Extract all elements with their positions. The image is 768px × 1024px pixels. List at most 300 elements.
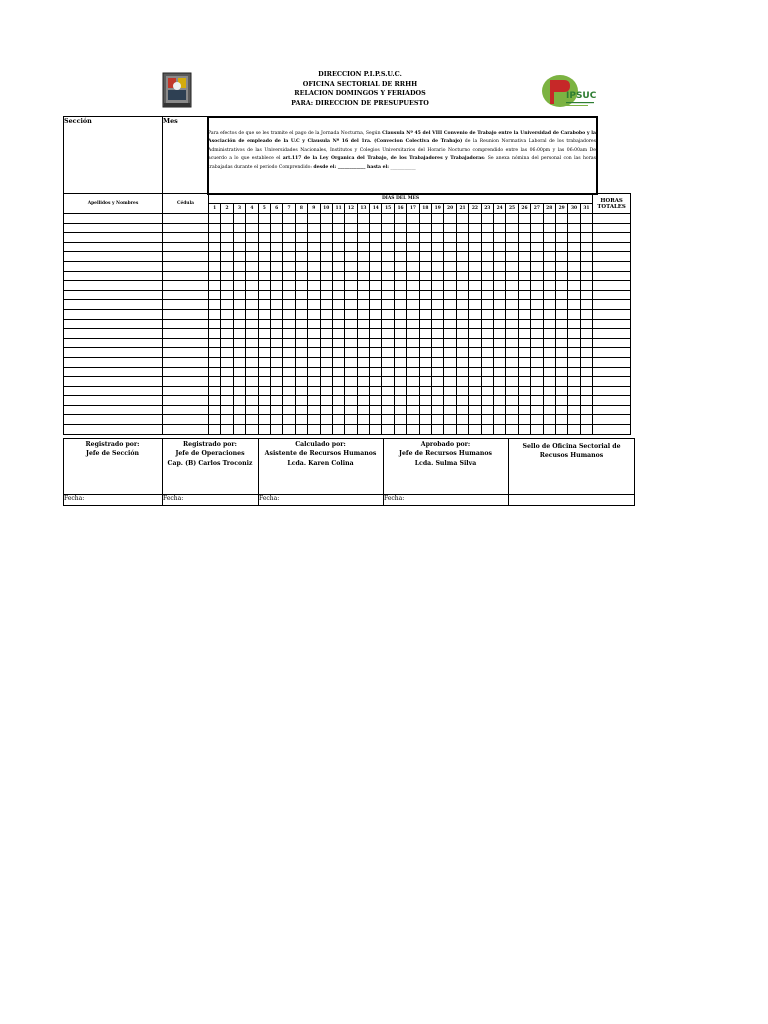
- day-hours-cell[interactable]: [493, 415, 505, 425]
- day-hours-cell[interactable]: [506, 319, 518, 329]
- day-hours-cell[interactable]: [209, 425, 221, 435]
- day-hours-cell[interactable]: [580, 309, 592, 319]
- day-hours-cell[interactable]: [493, 319, 505, 329]
- day-hours-cell[interactable]: [543, 214, 555, 224]
- day-hours-cell[interactable]: [357, 367, 369, 377]
- day-hours-cell[interactable]: [357, 233, 369, 243]
- day-hours-cell[interactable]: [332, 348, 344, 358]
- day-hours-cell[interactable]: [221, 348, 233, 358]
- day-hours-cell[interactable]: [209, 319, 221, 329]
- day-hours-cell[interactable]: [370, 233, 382, 243]
- day-hours-cell[interactable]: [209, 309, 221, 319]
- day-hours-cell[interactable]: [419, 281, 431, 291]
- day-hours-cell[interactable]: [320, 348, 332, 358]
- day-hours-cell[interactable]: [531, 223, 543, 233]
- name-cell[interactable]: [64, 271, 163, 281]
- day-hours-cell[interactable]: [370, 223, 382, 233]
- day-hours-cell[interactable]: [332, 425, 344, 435]
- day-hours-cell[interactable]: [283, 319, 295, 329]
- day-hours-cell[interactable]: [543, 415, 555, 425]
- day-hours-cell[interactable]: [382, 233, 394, 243]
- day-hours-cell[interactable]: [432, 377, 444, 387]
- day-hours-cell[interactable]: [555, 425, 567, 435]
- day-hours-cell[interactable]: [580, 396, 592, 406]
- day-hours-cell[interactable]: [308, 396, 320, 406]
- day-hours-cell[interactable]: [233, 425, 245, 435]
- day-hours-cell[interactable]: [270, 396, 282, 406]
- day-hours-cell[interactable]: [444, 300, 456, 310]
- day-hours-cell[interactable]: [432, 357, 444, 367]
- day-hours-cell[interactable]: [407, 396, 419, 406]
- day-hours-cell[interactable]: [444, 319, 456, 329]
- day-hours-cell[interactable]: [456, 271, 468, 281]
- day-hours-cell[interactable]: [580, 300, 592, 310]
- day-hours-cell[interactable]: [345, 415, 357, 425]
- day-hours-cell[interactable]: [419, 396, 431, 406]
- day-hours-cell[interactable]: [221, 377, 233, 387]
- day-hours-cell[interactable]: [456, 357, 468, 367]
- day-hours-cell[interactable]: [345, 348, 357, 358]
- cedula-cell[interactable]: [163, 300, 209, 310]
- day-hours-cell[interactable]: [233, 396, 245, 406]
- day-hours-cell[interactable]: [518, 252, 530, 262]
- total-hours-cell[interactable]: [593, 309, 631, 319]
- day-hours-cell[interactable]: [469, 367, 481, 377]
- day-hours-cell[interactable]: [394, 348, 406, 358]
- day-hours-cell[interactable]: [394, 319, 406, 329]
- day-hours-cell[interactable]: [357, 281, 369, 291]
- day-hours-cell[interactable]: [568, 261, 580, 271]
- day-hours-cell[interactable]: [370, 405, 382, 415]
- day-hours-cell[interactable]: [233, 377, 245, 387]
- day-hours-cell[interactable]: [295, 425, 307, 435]
- day-hours-cell[interactable]: [308, 252, 320, 262]
- day-hours-cell[interactable]: [518, 319, 530, 329]
- total-hours-cell[interactable]: [593, 281, 631, 291]
- day-hours-cell[interactable]: [258, 377, 270, 387]
- day-hours-cell[interactable]: [394, 377, 406, 387]
- day-hours-cell[interactable]: [518, 386, 530, 396]
- day-hours-cell[interactable]: [481, 242, 493, 252]
- day-hours-cell[interactable]: [308, 386, 320, 396]
- day-hours-cell[interactable]: [209, 252, 221, 262]
- day-hours-cell[interactable]: [258, 348, 270, 358]
- day-hours-cell[interactable]: [580, 348, 592, 358]
- cedula-cell[interactable]: [163, 233, 209, 243]
- day-hours-cell[interactable]: [209, 348, 221, 358]
- day-hours-cell[interactable]: [394, 329, 406, 339]
- total-hours-cell[interactable]: [593, 377, 631, 387]
- day-hours-cell[interactable]: [258, 233, 270, 243]
- day-hours-cell[interactable]: [432, 329, 444, 339]
- day-hours-cell[interactable]: [432, 242, 444, 252]
- day-hours-cell[interactable]: [270, 309, 282, 319]
- day-hours-cell[interactable]: [209, 377, 221, 387]
- day-hours-cell[interactable]: [357, 252, 369, 262]
- day-hours-cell[interactable]: [506, 348, 518, 358]
- day-hours-cell[interactable]: [481, 338, 493, 348]
- day-hours-cell[interactable]: [209, 338, 221, 348]
- day-hours-cell[interactable]: [555, 329, 567, 339]
- day-hours-cell[interactable]: [357, 329, 369, 339]
- day-hours-cell[interactable]: [233, 271, 245, 281]
- day-hours-cell[interactable]: [580, 319, 592, 329]
- day-hours-cell[interactable]: [357, 396, 369, 406]
- day-hours-cell[interactable]: [506, 396, 518, 406]
- day-hours-cell[interactable]: [308, 415, 320, 425]
- day-hours-cell[interactable]: [469, 252, 481, 262]
- day-hours-cell[interactable]: [555, 357, 567, 367]
- day-hours-cell[interactable]: [481, 300, 493, 310]
- day-hours-cell[interactable]: [246, 386, 258, 396]
- day-hours-cell[interactable]: [469, 338, 481, 348]
- day-hours-cell[interactable]: [469, 396, 481, 406]
- day-hours-cell[interactable]: [357, 386, 369, 396]
- day-hours-cell[interactable]: [444, 252, 456, 262]
- name-cell[interactable]: [64, 252, 163, 262]
- day-hours-cell[interactable]: [543, 425, 555, 435]
- day-hours-cell[interactable]: [432, 271, 444, 281]
- day-hours-cell[interactable]: [555, 367, 567, 377]
- day-hours-cell[interactable]: [407, 319, 419, 329]
- day-hours-cell[interactable]: [332, 367, 344, 377]
- day-hours-cell[interactable]: [444, 329, 456, 339]
- day-hours-cell[interactable]: [580, 223, 592, 233]
- day-hours-cell[interactable]: [432, 261, 444, 271]
- day-hours-cell[interactable]: [394, 223, 406, 233]
- cedula-cell[interactable]: [163, 348, 209, 358]
- day-hours-cell[interactable]: [246, 271, 258, 281]
- day-hours-cell[interactable]: [382, 281, 394, 291]
- day-hours-cell[interactable]: [531, 271, 543, 281]
- day-hours-cell[interactable]: [432, 348, 444, 358]
- day-hours-cell[interactable]: [419, 415, 431, 425]
- day-hours-cell[interactable]: [308, 319, 320, 329]
- day-hours-cell[interactable]: [456, 233, 468, 243]
- day-hours-cell[interactable]: [407, 386, 419, 396]
- day-hours-cell[interactable]: [332, 386, 344, 396]
- day-hours-cell[interactable]: [370, 357, 382, 367]
- day-hours-cell[interactable]: [345, 290, 357, 300]
- day-hours-cell[interactable]: [332, 415, 344, 425]
- day-hours-cell[interactable]: [456, 214, 468, 224]
- day-hours-cell[interactable]: [432, 214, 444, 224]
- day-hours-cell[interactable]: [481, 348, 493, 358]
- day-hours-cell[interactable]: [518, 415, 530, 425]
- day-hours-cell[interactable]: [357, 300, 369, 310]
- day-hours-cell[interactable]: [209, 261, 221, 271]
- day-hours-cell[interactable]: [295, 367, 307, 377]
- day-hours-cell[interactable]: [407, 348, 419, 358]
- day-hours-cell[interactable]: [370, 329, 382, 339]
- day-hours-cell[interactable]: [357, 377, 369, 387]
- day-hours-cell[interactable]: [506, 300, 518, 310]
- total-hours-cell[interactable]: [593, 252, 631, 262]
- cedula-cell[interactable]: [163, 223, 209, 233]
- day-hours-cell[interactable]: [283, 242, 295, 252]
- total-hours-cell[interactable]: [593, 242, 631, 252]
- day-hours-cell[interactable]: [382, 319, 394, 329]
- day-hours-cell[interactable]: [481, 386, 493, 396]
- day-hours-cell[interactable]: [270, 252, 282, 262]
- day-hours-cell[interactable]: [270, 357, 282, 367]
- day-hours-cell[interactable]: [332, 300, 344, 310]
- day-hours-cell[interactable]: [258, 405, 270, 415]
- day-hours-cell[interactable]: [308, 377, 320, 387]
- day-hours-cell[interactable]: [481, 405, 493, 415]
- day-hours-cell[interactable]: [419, 261, 431, 271]
- day-hours-cell[interactable]: [419, 290, 431, 300]
- day-hours-cell[interactable]: [270, 405, 282, 415]
- day-hours-cell[interactable]: [543, 329, 555, 339]
- day-hours-cell[interactable]: [555, 242, 567, 252]
- day-hours-cell[interactable]: [382, 261, 394, 271]
- day-hours-cell[interactable]: [469, 271, 481, 281]
- cedula-cell[interactable]: [163, 252, 209, 262]
- day-hours-cell[interactable]: [258, 281, 270, 291]
- day-hours-cell[interactable]: [320, 377, 332, 387]
- day-hours-cell[interactable]: [382, 252, 394, 262]
- day-hours-cell[interactable]: [283, 425, 295, 435]
- day-hours-cell[interactable]: [221, 309, 233, 319]
- day-hours-cell[interactable]: [568, 329, 580, 339]
- day-hours-cell[interactable]: [407, 377, 419, 387]
- day-hours-cell[interactable]: [493, 396, 505, 406]
- day-hours-cell[interactable]: [469, 357, 481, 367]
- day-hours-cell[interactable]: [332, 242, 344, 252]
- day-hours-cell[interactable]: [555, 396, 567, 406]
- day-hours-cell[interactable]: [370, 377, 382, 387]
- day-hours-cell[interactable]: [283, 357, 295, 367]
- day-hours-cell[interactable]: [246, 214, 258, 224]
- day-hours-cell[interactable]: [221, 425, 233, 435]
- day-hours-cell[interactable]: [481, 261, 493, 271]
- name-cell[interactable]: [64, 405, 163, 415]
- name-cell[interactable]: [64, 367, 163, 377]
- day-hours-cell[interactable]: [209, 300, 221, 310]
- day-hours-cell[interactable]: [332, 290, 344, 300]
- day-hours-cell[interactable]: [270, 261, 282, 271]
- day-hours-cell[interactable]: [407, 252, 419, 262]
- cedula-cell[interactable]: [163, 271, 209, 281]
- day-hours-cell[interactable]: [320, 261, 332, 271]
- day-hours-cell[interactable]: [568, 425, 580, 435]
- day-hours-cell[interactable]: [320, 223, 332, 233]
- total-hours-cell[interactable]: [593, 223, 631, 233]
- name-cell[interactable]: [64, 214, 163, 224]
- day-hours-cell[interactable]: [370, 281, 382, 291]
- day-hours-cell[interactable]: [258, 252, 270, 262]
- day-hours-cell[interactable]: [246, 377, 258, 387]
- day-hours-cell[interactable]: [270, 319, 282, 329]
- day-hours-cell[interactable]: [258, 300, 270, 310]
- day-hours-cell[interactable]: [295, 357, 307, 367]
- day-hours-cell[interactable]: [518, 377, 530, 387]
- name-cell[interactable]: [64, 233, 163, 243]
- day-hours-cell[interactable]: [531, 357, 543, 367]
- day-hours-cell[interactable]: [568, 338, 580, 348]
- day-hours-cell[interactable]: [233, 357, 245, 367]
- day-hours-cell[interactable]: [357, 319, 369, 329]
- day-hours-cell[interactable]: [233, 281, 245, 291]
- day-hours-cell[interactable]: [543, 357, 555, 367]
- day-hours-cell[interactable]: [283, 386, 295, 396]
- day-hours-cell[interactable]: [320, 271, 332, 281]
- day-hours-cell[interactable]: [506, 281, 518, 291]
- day-hours-cell[interactable]: [506, 386, 518, 396]
- day-hours-cell[interactable]: [555, 338, 567, 348]
- day-hours-cell[interactable]: [283, 367, 295, 377]
- day-hours-cell[interactable]: [568, 223, 580, 233]
- day-hours-cell[interactable]: [370, 214, 382, 224]
- day-hours-cell[interactable]: [394, 271, 406, 281]
- seccion-cell[interactable]: [63, 116, 163, 194]
- day-hours-cell[interactable]: [543, 405, 555, 415]
- day-hours-cell[interactable]: [246, 281, 258, 291]
- day-hours-cell[interactable]: [233, 214, 245, 224]
- day-hours-cell[interactable]: [555, 348, 567, 358]
- day-hours-cell[interactable]: [493, 425, 505, 435]
- day-hours-cell[interactable]: [555, 377, 567, 387]
- total-hours-cell[interactable]: [593, 396, 631, 406]
- day-hours-cell[interactable]: [568, 242, 580, 252]
- day-hours-cell[interactable]: [543, 271, 555, 281]
- day-hours-cell[interactable]: [246, 261, 258, 271]
- day-hours-cell[interactable]: [233, 367, 245, 377]
- day-hours-cell[interactable]: [332, 271, 344, 281]
- day-hours-cell[interactable]: [518, 300, 530, 310]
- day-hours-cell[interactable]: [580, 261, 592, 271]
- day-hours-cell[interactable]: [456, 425, 468, 435]
- day-hours-cell[interactable]: [493, 281, 505, 291]
- day-hours-cell[interactable]: [456, 223, 468, 233]
- day-hours-cell[interactable]: [543, 223, 555, 233]
- day-hours-cell[interactable]: [370, 425, 382, 435]
- day-hours-cell[interactable]: [295, 309, 307, 319]
- day-hours-cell[interactable]: [506, 242, 518, 252]
- day-hours-cell[interactable]: [543, 377, 555, 387]
- total-hours-cell[interactable]: [593, 357, 631, 367]
- day-hours-cell[interactable]: [580, 367, 592, 377]
- day-hours-cell[interactable]: [233, 415, 245, 425]
- day-hours-cell[interactable]: [320, 281, 332, 291]
- day-hours-cell[interactable]: [221, 405, 233, 415]
- day-hours-cell[interactable]: [221, 300, 233, 310]
- total-hours-cell[interactable]: [593, 367, 631, 377]
- day-hours-cell[interactable]: [481, 415, 493, 425]
- day-hours-cell[interactable]: [555, 223, 567, 233]
- day-hours-cell[interactable]: [407, 338, 419, 348]
- day-hours-cell[interactable]: [246, 309, 258, 319]
- day-hours-cell[interactable]: [332, 233, 344, 243]
- day-hours-cell[interactable]: [233, 290, 245, 300]
- day-hours-cell[interactable]: [518, 329, 530, 339]
- day-hours-cell[interactable]: [345, 357, 357, 367]
- day-hours-cell[interactable]: [493, 348, 505, 358]
- day-hours-cell[interactable]: [283, 281, 295, 291]
- day-hours-cell[interactable]: [481, 290, 493, 300]
- day-hours-cell[interactable]: [382, 300, 394, 310]
- day-hours-cell[interactable]: [493, 252, 505, 262]
- day-hours-cell[interactable]: [456, 377, 468, 387]
- day-hours-cell[interactable]: [531, 300, 543, 310]
- day-hours-cell[interactable]: [568, 348, 580, 358]
- day-hours-cell[interactable]: [407, 425, 419, 435]
- day-hours-cell[interactable]: [221, 386, 233, 396]
- day-hours-cell[interactable]: [246, 367, 258, 377]
- day-hours-cell[interactable]: [419, 223, 431, 233]
- total-hours-cell[interactable]: [593, 319, 631, 329]
- day-hours-cell[interactable]: [555, 415, 567, 425]
- day-hours-cell[interactable]: [320, 319, 332, 329]
- day-hours-cell[interactable]: [308, 290, 320, 300]
- day-hours-cell[interactable]: [332, 405, 344, 415]
- day-hours-cell[interactable]: [233, 338, 245, 348]
- day-hours-cell[interactable]: [221, 223, 233, 233]
- day-hours-cell[interactable]: [382, 396, 394, 406]
- day-hours-cell[interactable]: [246, 290, 258, 300]
- day-hours-cell[interactable]: [531, 338, 543, 348]
- day-hours-cell[interactable]: [580, 329, 592, 339]
- day-hours-cell[interactable]: [382, 405, 394, 415]
- day-hours-cell[interactable]: [394, 300, 406, 310]
- day-hours-cell[interactable]: [345, 405, 357, 415]
- day-hours-cell[interactable]: [345, 329, 357, 339]
- day-hours-cell[interactable]: [531, 233, 543, 243]
- day-hours-cell[interactable]: [531, 329, 543, 339]
- day-hours-cell[interactable]: [221, 281, 233, 291]
- day-hours-cell[interactable]: [419, 242, 431, 252]
- day-hours-cell[interactable]: [444, 415, 456, 425]
- day-hours-cell[interactable]: [345, 319, 357, 329]
- day-hours-cell[interactable]: [258, 223, 270, 233]
- day-hours-cell[interactable]: [580, 415, 592, 425]
- cedula-cell[interactable]: [163, 309, 209, 319]
- day-hours-cell[interactable]: [481, 233, 493, 243]
- day-hours-cell[interactable]: [357, 309, 369, 319]
- day-hours-cell[interactable]: [456, 242, 468, 252]
- day-hours-cell[interactable]: [531, 319, 543, 329]
- day-hours-cell[interactable]: [432, 367, 444, 377]
- day-hours-cell[interactable]: [555, 214, 567, 224]
- day-hours-cell[interactable]: [518, 242, 530, 252]
- total-hours-cell[interactable]: [593, 425, 631, 435]
- cedula-cell[interactable]: [163, 319, 209, 329]
- name-cell[interactable]: [64, 425, 163, 435]
- day-hours-cell[interactable]: [432, 233, 444, 243]
- day-hours-cell[interactable]: [531, 261, 543, 271]
- cedula-cell[interactable]: [163, 242, 209, 252]
- day-hours-cell[interactable]: [432, 405, 444, 415]
- day-hours-cell[interactable]: [419, 386, 431, 396]
- name-cell[interactable]: [64, 290, 163, 300]
- day-hours-cell[interactable]: [518, 281, 530, 291]
- day-hours-cell[interactable]: [432, 338, 444, 348]
- day-hours-cell[interactable]: [283, 233, 295, 243]
- day-hours-cell[interactable]: [531, 290, 543, 300]
- day-hours-cell[interactable]: [568, 386, 580, 396]
- day-hours-cell[interactable]: [320, 338, 332, 348]
- day-hours-cell[interactable]: [568, 252, 580, 262]
- day-hours-cell[interactable]: [493, 233, 505, 243]
- day-hours-cell[interactable]: [270, 233, 282, 243]
- day-hours-cell[interactable]: [246, 300, 258, 310]
- total-hours-cell[interactable]: [593, 261, 631, 271]
- day-hours-cell[interactable]: [456, 329, 468, 339]
- day-hours-cell[interactable]: [456, 309, 468, 319]
- day-hours-cell[interactable]: [506, 377, 518, 387]
- day-hours-cell[interactable]: [370, 271, 382, 281]
